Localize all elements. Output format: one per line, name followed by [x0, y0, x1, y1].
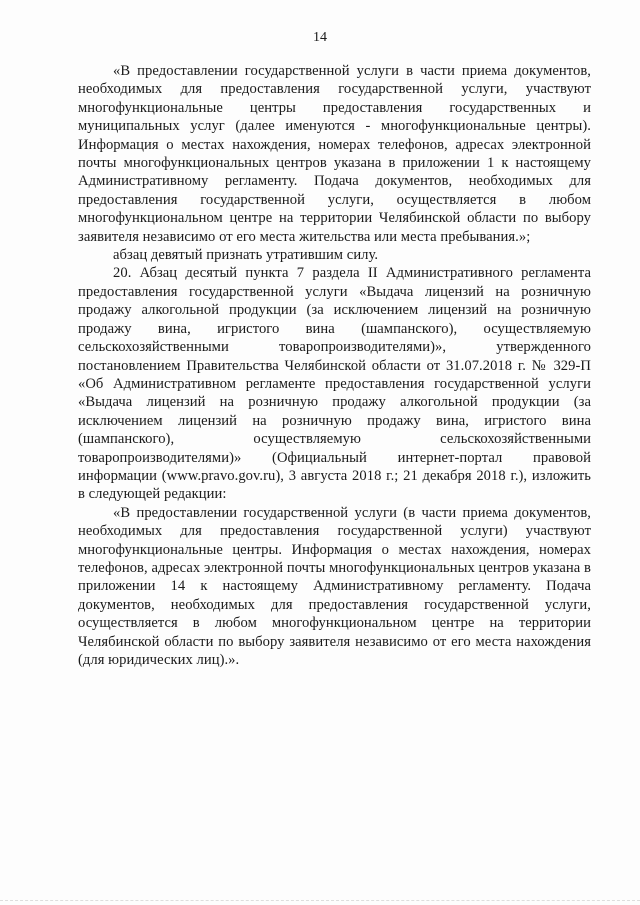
paragraph-ninth-abolished: абзац девятый признать утратившим силу.: [113, 247, 379, 264]
page-number: 14: [313, 30, 327, 45]
document-body: [78, 62, 591, 669]
paragraph-quoted-mfc-clause: «В предоставлении государственной услуги в части приема документов, необходимых для предоставления государственной услуги, участвуют многофункциональные центры предоставления государственных и муниципальных услуг (далее именуются - многофункциональные центры). Информация о местах нахождения, номерах телефонов, адресах электронной почты многофункциональных центров указана в приложении 1 к настоящему Административному регламенту. Подача документов, необходимых для предоставления государственной услуги, осуществляется в любом многофункциональном центре на территории Челябинской области по выбору заявителя независимо от его места жительства или места пребывания.»;: [78, 63, 591, 245]
paragraph-new-wording: «В предоставлении государственной услуги (в части приема документов, необходимых для предоставления государственной услуги) участвуют многофункциональные центры. Информация о местах нахождения, номерах телефонов, адресах электронной почты многофункциональных центров указана в приложении 14 к настоящему Административному регламенту. Подача документов, необходимых для предоставления государственной услуги, осуществляется в любом многофункциональном центре на территории Челябинской области по выбору заявителя независимо от его места нахождения (для юридических лиц).».: [78, 504, 591, 668]
paragraph-item-20: 20. Абзац десятый пункта 7 раздела II Административного регламента предоставления государственной услуги «Выдача лицензий на розничную продажу алкогольной продукции (за исключением лицензий на розничную продажу вина, игристого вина (шампанского), осуществляемую сельскохозяйственными товаропроизводителями)», утвержденного постановлением Правительства Челябинской области от 31.07.2018 г. № 329-П «Об Административном регламенте предоставления государственной услуги «Выдача лицензий на розничную продажу алкогольной продукции (за исключением лицензий на розничную продажу вина, игристого вина (шампанского), осуществляемую сельскохозяйственными товаропроизводителями)» (Официальный интернет-портал правовой информации (www.pravo.gov.ru), 3 августа 2018 г.; 21 декабря 2018 г.), изложить в следующей редакции:: [78, 265, 591, 503]
scan-bottom-edge: [0, 900, 640, 902]
